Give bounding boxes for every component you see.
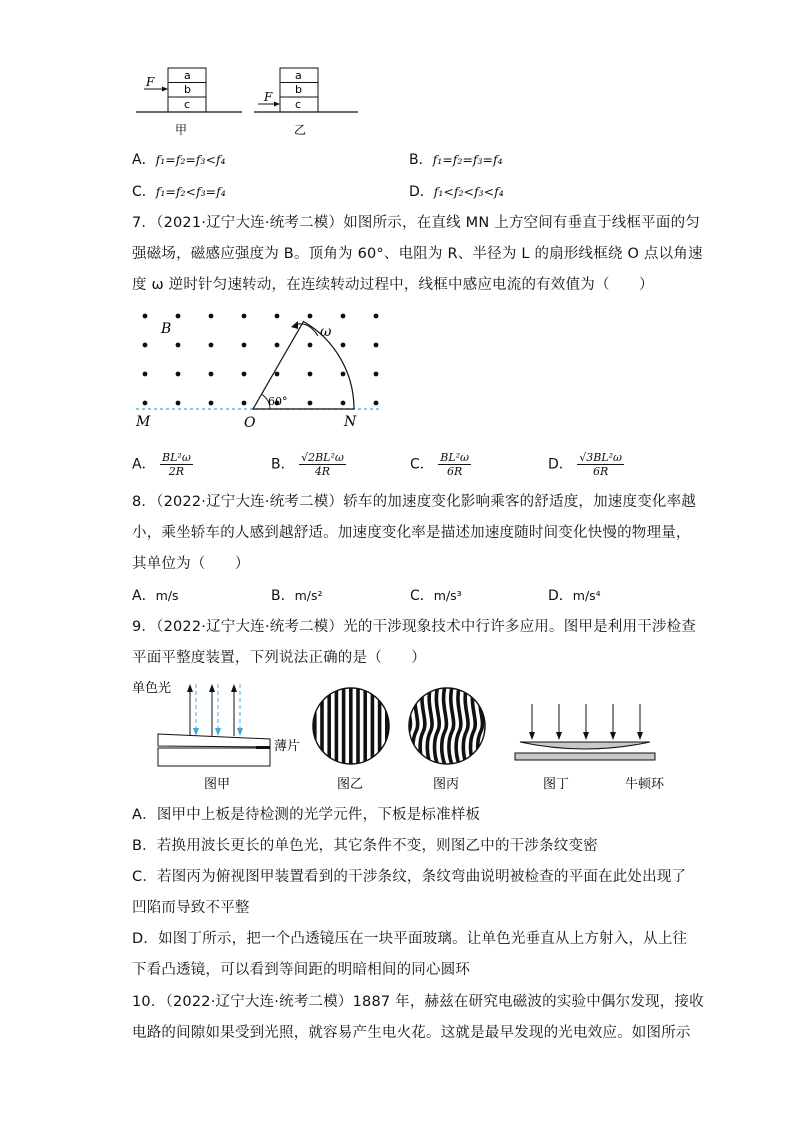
field-dot <box>176 314 181 319</box>
fringe-stripe <box>356 686 360 766</box>
field-dot <box>275 314 280 319</box>
q8-option-d[interactable]: D．m/s⁴ <box>548 588 601 604</box>
field-dot <box>143 401 148 406</box>
field-dot <box>242 401 247 406</box>
label-b-yi: b <box>295 83 302 96</box>
q8-stem-line-2: 小，乘坐轿车的人感到越舒适。加速度变化率是描述加速度随时间变化快慢的物理量， <box>132 525 691 541</box>
q10-stem-line-1: 10．（2022·辽宁大连·统考二模）1887 年，赫兹在研究电磁波的实验中偶尔发现，接收 <box>132 994 704 1010</box>
q9-option-b[interactable]: B．若换用波长更长的单色光，其它条件不变，则图乙中的干涉条纹变密 <box>132 838 598 854</box>
fringe-stripe <box>435 686 440 768</box>
flat-glass <box>515 753 655 760</box>
field-dot <box>275 372 280 377</box>
caption-fig-jia: 图甲 <box>204 777 231 792</box>
field-dot <box>374 372 379 377</box>
fringe-stripe <box>335 686 339 766</box>
fringe-stripe <box>342 686 346 766</box>
force-arrowhead-jia <box>162 87 168 92</box>
field-dot <box>341 401 346 406</box>
label-b: B <box>161 321 172 337</box>
caption-fig-yi: 图乙 <box>337 777 364 792</box>
field-dot <box>308 401 313 406</box>
fringe-stripe <box>463 686 468 768</box>
field-dot <box>209 401 214 406</box>
fringe-stripe <box>442 686 447 768</box>
field-dot <box>242 372 247 377</box>
label-m: M <box>136 414 151 430</box>
fringe-stripe <box>449 686 454 768</box>
force-label-jia: F <box>146 75 155 89</box>
field-dot <box>242 314 247 319</box>
light-arrows <box>187 684 243 736</box>
interference-figure <box>130 676 680 800</box>
force-arrowhead-yi <box>274 102 280 107</box>
q9-option-c-line-1[interactable]: C．若图丙为俯视图甲装置看到的干涉条纹，条纹弯曲说明被检查的平面在此处出现了 <box>132 869 687 885</box>
caption-jia: 甲 <box>175 123 188 137</box>
label-angle: 60° <box>268 395 288 408</box>
down-arrowhead <box>610 732 616 740</box>
q7-stem-line-2: 强磁场，磁感应强度为 B。顶角为 60°、电阻为 R、半径为 L 的扇形线框绕 O 点以角速 <box>132 246 703 262</box>
q6-option-a[interactable]: A．f₁=f₂=f₃<f₄ <box>132 152 226 168</box>
q7-option-a[interactable]: A． $\frac{\text{BL²ω}}{2R}$ <box>132 451 191 478</box>
upper-plate <box>158 734 270 747</box>
fringe-stripe <box>385 686 389 766</box>
q7-stem-line-3: 度 ω 逆时针匀速转动，在连续转动过程中，线框中感应电流的有效值为（ ） <box>132 277 654 293</box>
field-dot <box>143 372 148 377</box>
caption-yi: 乙 <box>294 123 307 137</box>
force-label-yi: F <box>264 90 273 104</box>
q8-stem-line-3: 其单位为（ ） <box>132 556 250 572</box>
q9-stem-line-2: 平面平整度装置，下列说法正确的是（ ） <box>132 650 426 666</box>
fringe-stripe <box>413 686 418 768</box>
label-b-jia: b <box>184 83 191 96</box>
q7-option-d[interactable]: D． $\frac{\text{√3BL²ω}}{6R}$ <box>548 451 623 478</box>
q9-stem-line-1: 9．（2022·辽宁大连·统考二模）光的干涉现象技术中行许多应用。图甲是利用干涉检查 <box>132 619 696 635</box>
down-arrowhead <box>637 732 643 740</box>
label-c-yi: c <box>295 98 302 111</box>
magnetic-field-figure <box>130 306 390 431</box>
label-n: N <box>344 414 357 430</box>
q9-option-d-line-2[interactable]: 下看凸透镜，可以看到等间距的明暗相间的同心圆环 <box>132 962 471 978</box>
field-dot <box>176 343 181 348</box>
label-mono-light: 单色光 <box>132 681 172 696</box>
convex-lens <box>520 742 650 749</box>
q9-option-d-line-1[interactable]: D．如图丁所示，把一个凸透镜压在一块平面玻璃。让单色光垂直从上方射入，从上往 <box>132 931 688 947</box>
label-a-yi: a <box>295 69 302 82</box>
field-dots <box>143 314 379 406</box>
fringe-stripe <box>371 686 375 766</box>
fringe-stripe <box>378 686 382 766</box>
down-arrowhead <box>529 732 535 740</box>
down-arrowhead <box>556 732 562 740</box>
q6-option-c[interactable]: C．f₁=f₂<f₃=f₄ <box>132 184 226 200</box>
field-dot <box>374 401 379 406</box>
field-dot <box>341 343 346 348</box>
fraction: $\frac{\text{BL²ω}}{2R}$ <box>162 451 191 478</box>
field-dot <box>374 314 379 319</box>
q8-option-b[interactable]: B．m/s² <box>271 588 323 604</box>
field-dot <box>308 314 313 319</box>
q6-option-b[interactable]: B．f₁=f₂=f₃=f₄ <box>409 152 503 168</box>
label-thin-sheet: 薄片 <box>274 739 301 754</box>
fringe-stripe <box>363 686 367 766</box>
fraction: $\frac{\text{√2BL²ω}}{4R}$ <box>301 451 344 478</box>
q9-option-a[interactable]: A．图甲中上板是待检测的光学元件，下板是标准样板 <box>132 807 481 823</box>
q8-option-a[interactable]: A．m/s <box>132 588 179 604</box>
label-o: O <box>244 415 256 431</box>
fraction: $\frac{\text{BL²ω}}{6R}$ <box>440 451 470 478</box>
field-dot <box>143 314 148 319</box>
fringe-stripe <box>478 686 483 768</box>
thin-sheet <box>256 746 270 749</box>
fringe-stripe <box>427 686 432 768</box>
field-dot <box>209 343 214 348</box>
field-dot <box>209 314 214 319</box>
caption-fig-bing: 图丙 <box>433 777 460 792</box>
field-dot <box>242 343 247 348</box>
blocks-figure <box>130 60 370 140</box>
q8-stem-line-1: 8．（2022·辽宁大连·统考二模）轿车的加速度变化影响乘客的舒适度，加速度变化率越 <box>132 494 696 510</box>
field-dot <box>308 343 313 348</box>
field-dot <box>176 401 181 406</box>
q7-option-c[interactable]: C． $\frac{\text{BL²ω}}{6R}$ <box>410 451 470 478</box>
label-newton-ring: 牛顿环 <box>625 777 665 792</box>
field-dot <box>176 372 181 377</box>
label-omega: ω <box>320 324 332 340</box>
label-a-jia: a <box>184 69 191 82</box>
fringe-stripe <box>456 686 461 768</box>
q7-option-b[interactable]: B． $\frac{\text{√2BL²ω}}{4R}$ <box>271 451 344 478</box>
fringe-stripe <box>327 686 331 766</box>
field-dot <box>374 343 379 348</box>
down-arrowhead <box>583 732 589 740</box>
fraction: $\frac{\text{√3BL²ω}}{6R}$ <box>579 451 623 478</box>
field-dot <box>308 372 313 377</box>
field-dot <box>209 372 214 377</box>
caption-fig-ding: 图丁 <box>543 777 570 792</box>
q7-stem-line-1: 7．（2021·辽宁大连·统考二模）如图所示，在直线 MN 上方空间有垂直于线框平面的匀 <box>132 215 700 231</box>
q6-option-d[interactable]: D．f₁<f₂<f₃<f₄ <box>409 184 504 200</box>
q10-stem-line-2: 电路的间隙如果受到光照，就容易产生电火花。这就是最早发现的光电效应。如图所示 <box>132 1025 691 1041</box>
fringe-stripe <box>349 686 353 766</box>
field-dot <box>143 343 148 348</box>
q8-option-c[interactable]: C．m/s³ <box>410 588 462 604</box>
label-c-jia: c <box>184 98 191 111</box>
q9-option-c-line-2[interactable]: 凹陷而导致不平整 <box>132 900 250 916</box>
field-dot <box>275 343 280 348</box>
field-dot <box>341 372 346 377</box>
field-dot <box>341 314 346 319</box>
down-arrows <box>529 704 643 740</box>
rotation-arrowhead <box>291 321 298 329</box>
fringe-stripe <box>320 686 324 766</box>
lower-plate <box>158 748 270 766</box>
